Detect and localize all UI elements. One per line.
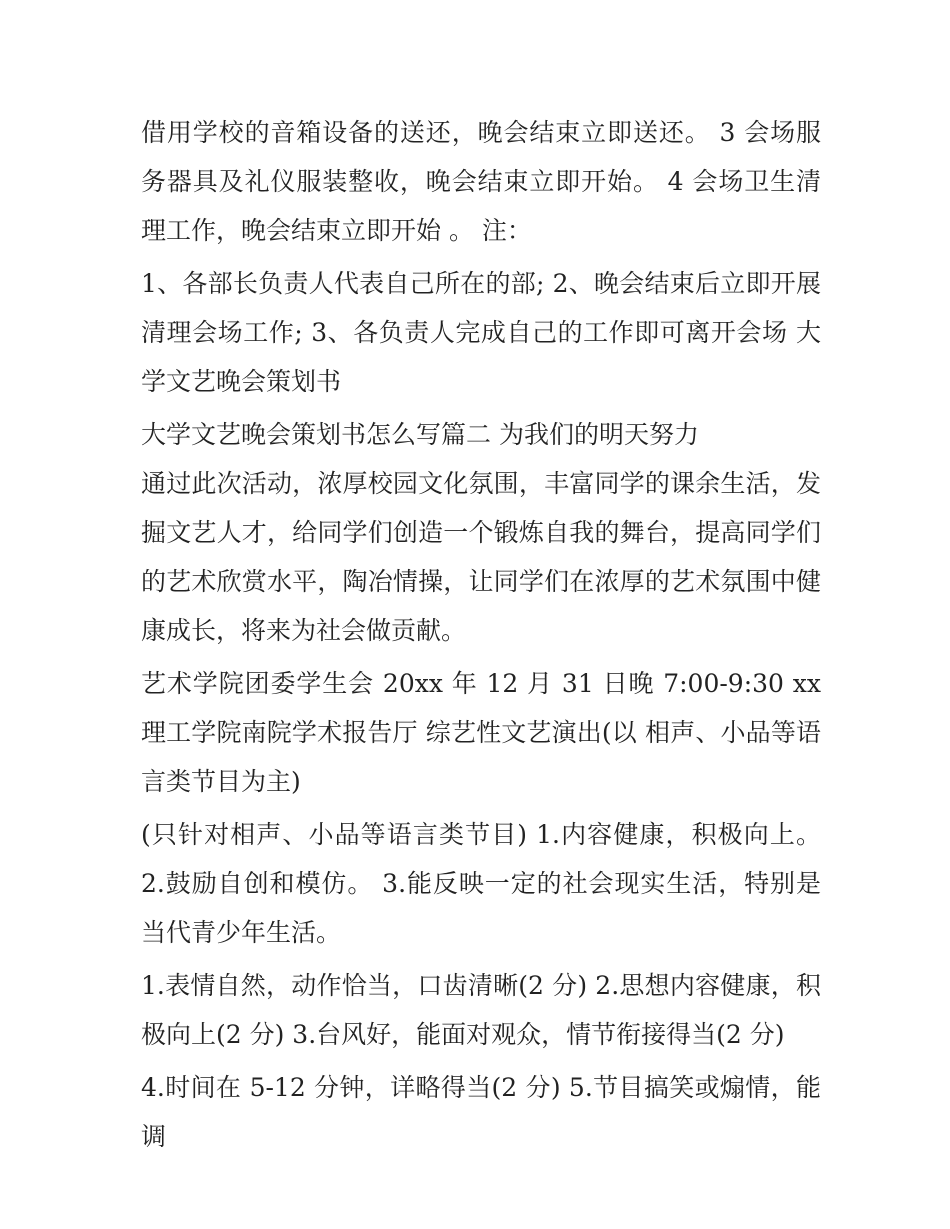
- document-body: [141, 108, 821, 1165]
- paragraph-organizer-time-place: 艺术学院团委学生会 20xx 年 12 月 31 日晚 7:00-9:30 xx 理工学院南院学术报告厅 综艺性文艺演出(以 相声、小品等语言类节目为主): [141, 669, 821, 796]
- paragraph-logistics: 借用学校的音箱设备的送还，晚会结束立即送还。 3 会场服务器具及礼仪服装整收，晚会结束立即开始。 4 会场卫生清理工作，晚会结束立即开始 。 注：: [141, 118, 821, 245]
- paragraph-requirements: (只针对相声、小品等语言类节目) 1.内容健康，积极向上。 2.鼓励自创和模仿。 3.能反映一定的社会现实生活，特别是当代青少年生活。: [141, 820, 821, 947]
- paragraph-scoring-1: 1.表情自然，动作恰当，口齿清晰(2 分) 2.思想内容健康，积极向上(2 分) 3.台风好，能面对观众，情节衔接得当(2 分): [141, 971, 821, 1049]
- paragraph-scoring-2: 4.时间在 5-12 分钟，详略得当(2 分) 5.节目搞笑或煽情，能调: [141, 1073, 821, 1151]
- section-heading: 大学文艺晚会策划书怎么写篇二 为我们的明天努力: [141, 420, 699, 449]
- paragraph-purpose: 通过此次活动，浓厚校园文化氛围，丰富同学的课余生活，发掘文艺人才，给同学们创造一个锻炼自我的舞台，提高同学们的艺术欣赏水平，陶冶情操，让同学们在浓厚的艺术氛围中健康成长，将来为社会做贡献。: [141, 469, 821, 645]
- paragraph-notes: 1、各部长负责人代表自己所在的部; 2、晚会结束后立即开展清理会场工作; 3、各负责人完成自己的工作即可离开会场 大学文艺晚会策划书: [141, 269, 821, 396]
